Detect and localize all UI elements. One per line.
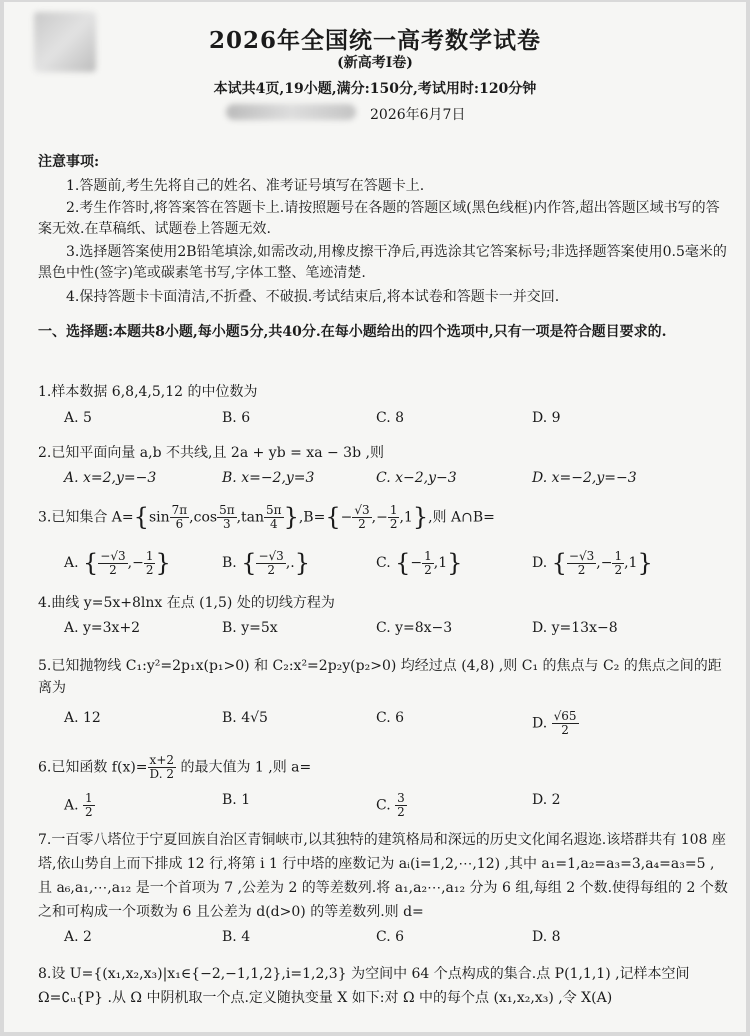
q6-frac <box>148 754 176 781</box>
question-4-stem: 4.曲线 y=5x+8lnx 在点 (1,5) 处的切线方程为 <box>38 595 335 611</box>
q6-c-frac <box>395 792 407 819</box>
question-7-options <box>64 929 724 951</box>
q2-option-a: A. x=2,y=−3 <box>64 470 157 486</box>
q5-option-a: A. 12 <box>64 710 101 726</box>
brace-open: { <box>83 549 99 577</box>
q3-c-minus: − <box>410 555 423 571</box>
question-8-stem: 8.设 U={(x₁,x₂,x₃)|x₁∈{−2,−1,1,2},i=1,2,3} 为空间中 64 个点构成的集合.点 P(1,1,1) ,记样本空间 Ω=∁ᵤ{P} .从 Ω 中阴机取一个点.定义随执变量 X 如下:对 Ω 中的每个点 (x₁,x₂,x₃) ,令 X(A) <box>38 966 690 1006</box>
q3-option-c <box>376 549 462 577</box>
question-5-options <box>64 704 724 740</box>
q3-d-den-1: 2 <box>577 562 586 577</box>
q3-suffix: ,则 A∩B= <box>428 509 495 526</box>
q3-d-label: D. <box>532 555 548 571</box>
q1-option-d: D. 9 <box>532 410 561 426</box>
q6-a-den: 2 <box>85 805 93 819</box>
question-4-options <box>64 620 724 642</box>
q3-bo-num-1: −√3 <box>258 548 284 563</box>
q6-option-d: D. 2 <box>532 792 561 808</box>
q3-d-sep: ,− <box>596 555 613 571</box>
q5-d-num: √65 <box>553 709 577 723</box>
q3-a-den-1: 2 <box>109 562 117 577</box>
q2-option-d: D. x=−2,y=−3 <box>532 470 637 486</box>
section-heading: 一、选择题:本题共8小题,每小题5分,共40分.在每小题给出的四个选项中,只有一项是符合题目要求的. <box>38 324 667 340</box>
notice-item-3: 3.选择题答案使用2B铅笔填涂,如需改动,用橡皮擦干净后,再选涂其它答案标号;非选择题答案使用0.5毫米的黑色中性(签字)笔或碳素笔书写,字体工整、笔迹清楚. <box>38 244 727 281</box>
exam-title: 2026年全国统一高考数学试卷 <box>208 27 541 54</box>
q6-den: D. 2 <box>149 767 175 781</box>
q3-frac-2-num: 5π <box>219 503 235 517</box>
q5-d-den: 2 <box>561 723 569 737</box>
q6-a-label: A. <box>64 797 79 814</box>
q6-option-a <box>64 792 95 819</box>
exam-date: 2026年6月7日 <box>370 107 466 123</box>
notice-item-4: 4.保持答题卡卡面清洁,不折叠、不破损.考试结束后,将本试卷和答题卡一并交回. <box>66 289 560 305</box>
q3-option-b <box>222 549 310 577</box>
q3-bo-tail: ,. <box>285 555 295 571</box>
q1-option-b: B. 6 <box>222 410 251 426</box>
q3-frac-1-den: 6 <box>175 517 184 531</box>
q2-option-c: C. x−2,y−3 <box>376 470 457 486</box>
q6-c-num: 3 <box>397 791 405 805</box>
q5-option-b: B. 4√5 <box>222 710 268 726</box>
q7-option-d: D. 8 <box>532 929 561 945</box>
q3-bo-frac-1 <box>256 550 285 577</box>
brace-close: } <box>412 503 429 531</box>
q3-a-sep: ,− <box>127 555 144 571</box>
q3-a-num-1: −√3 <box>100 548 126 563</box>
q1-option-a: A. 5 <box>64 410 92 426</box>
q3-d-den-2: 2 <box>614 562 623 577</box>
question-2-stem: 2.已知平面向量 a,b 不共线,且 2a + yb = xa − 3b ,则 <box>38 445 384 461</box>
q3-frac-1-num: 7π <box>171 503 188 517</box>
brace-close: } <box>447 549 463 577</box>
q3-b-frac-2-num: 1 <box>389 503 398 517</box>
q3-set-b: ,B= <box>298 509 326 526</box>
q4-option-b: B. y=5x <box>222 620 278 636</box>
brace-open: { <box>395 549 411 577</box>
question-1-options <box>64 410 724 432</box>
q5-option-d <box>532 710 579 737</box>
q3-a-num-2: 1 <box>145 548 154 563</box>
q3-b-frac-1-num: √3 <box>354 503 370 517</box>
q3-c-num-1: 1 <box>424 548 432 563</box>
q3-c-frac-1 <box>422 550 434 577</box>
q3-tan: ,tan <box>236 509 265 526</box>
q5-d-label: D. <box>532 715 548 732</box>
exam-meta: 本试共4页,19小题,满分:150分,考试用时:120分钟 <box>213 81 537 97</box>
brace-close: } <box>637 549 653 577</box>
q6-prefix: 6.已知函数 f(x)= <box>38 759 148 776</box>
q6-c-label: C. <box>376 797 391 814</box>
brace-close: } <box>283 503 299 531</box>
q3-frac-3-den: 4 <box>269 517 278 531</box>
q6-option-b: B. 1 <box>222 792 251 808</box>
q3-prefix: 3.已知集合 A= <box>38 509 134 526</box>
q5-d-frac <box>552 710 579 737</box>
q6-suffix: 的最大值为 1 ,则 a= <box>180 759 312 776</box>
q3-b-sep: ,− <box>371 509 388 526</box>
brace-open: { <box>551 549 567 577</box>
q4-option-d: D. y=13x−8 <box>532 620 618 636</box>
q3-option-d <box>532 549 653 577</box>
q6-a-num: 1 <box>85 791 93 805</box>
q3-b-frac-2 <box>388 504 400 531</box>
q3-frac-2 <box>217 504 237 531</box>
brace-open: { <box>133 503 149 531</box>
q3-d-tail: ,1 <box>624 555 638 571</box>
notice-item-2: 2.考生作答时,将答案答在答题卡上.请按照题号在各题的答题区域(黑色线框)内作答,超出答题区域书写的答案无效.在草稿纸、试题卷上答题无效. <box>38 200 720 237</box>
q3-b-minus: − <box>340 509 353 526</box>
q6-num: x+2 <box>149 753 175 767</box>
q6-a-frac <box>83 792 95 819</box>
question-2-options <box>64 470 724 492</box>
brace-close: } <box>294 549 311 577</box>
notice-item-1: 1.答题前,考生先将自己的姓名、准考证号填写在答题卡上. <box>66 178 425 194</box>
brace-open: { <box>241 549 257 577</box>
q3-a-frac-1 <box>98 550 127 577</box>
q3-a-frac-2 <box>144 550 156 577</box>
q3-b-frac-2-den: 2 <box>389 517 398 531</box>
question-1-stem: 1.样本数据 6,8,4,5,12 的中位数为 <box>38 384 258 400</box>
q3-c-tail: ,1 <box>433 555 448 571</box>
blurred-author <box>226 104 356 120</box>
q3-c-den-1: 2 <box>424 562 432 577</box>
question-7-stem: 7.一百零八塔位于宁夏回族自治区青铜峡市,以其独特的建筑格局和深远的历史文化闻名遐迩.该塔群共有 108 座塔,依山势自上而下排成 12 行,将第 i 1 行中塔的座数记为 aᵢ(i=1,2,⋯,12) ,其中 a₁=1,a₂=a₃=3,a₄=a₃=5 ,且 a₆,a₁,⋯,a₁₂ 是一个首项为 7 ,公差为 2 的等差数列.将 a₁,a₂⋯,a₁₂ 分为 6 组,每组 2 个数.使得每组的 2 个数之和可构成一个项数为 6 且公差为 d(d>0) 的等差数列.则 d= <box>38 832 728 920</box>
q3-c-label: C. <box>376 555 391 571</box>
q3-b-frac-1-den: 2 <box>358 517 366 531</box>
q3-d-num-2: 1 <box>614 548 623 563</box>
q3-b-label: B. <box>222 555 237 571</box>
q3-frac-2-den: 3 <box>223 517 231 531</box>
question-3-options <box>64 543 724 579</box>
q3-d-num-1: −√3 <box>568 548 595 563</box>
question-3-stem <box>38 504 728 538</box>
exam-paper <box>4 2 746 1032</box>
q3-frac-3 <box>264 504 284 531</box>
q6-c-den: 2 <box>397 805 405 819</box>
brace-open: { <box>325 503 341 531</box>
q2-option-b: B. x=−2,y=3 <box>222 470 315 486</box>
q6-option-c <box>376 792 407 819</box>
question-6-options <box>64 786 724 822</box>
q3-frac-1 <box>170 504 190 531</box>
q7-option-b: B. 4 <box>222 929 251 945</box>
q4-option-c: C. y=8x−3 <box>376 620 453 636</box>
q3-a-den-2: 2 <box>145 562 154 577</box>
question-6-stem <box>38 754 728 784</box>
q3-frac-3-num: 5π <box>266 503 282 517</box>
exam-subtitle: (新高考Ⅰ卷) <box>337 55 413 71</box>
q3-cos: ,cos <box>189 509 218 526</box>
brace-close: } <box>155 549 171 577</box>
q3-b-tail: ,1 <box>399 509 413 526</box>
q3-d-frac-2 <box>612 550 624 577</box>
q3-d-frac-1 <box>567 550 596 577</box>
q7-option-c: C. 6 <box>376 929 405 945</box>
q3-b-frac-1 <box>352 504 371 531</box>
q3-bo-den-1: 2 <box>267 562 275 577</box>
q3-a-label: A. <box>64 555 79 571</box>
q7-option-a: A. 2 <box>64 929 92 945</box>
q1-option-c: C. 8 <box>376 410 405 426</box>
notice-heading: 注意事项: <box>38 154 100 170</box>
q4-option-a: A. y=3x+2 <box>64 620 141 636</box>
q5-option-c: C. 6 <box>376 710 405 726</box>
q3-sin: sin <box>148 509 170 526</box>
question-5-stem: 5.已知抛物线 C₁:y²=2p₁x(p₁>0) 和 C₂:x²=2p₂y(p₂>0) 均经过点 (4,8) ,则 C₁ 的焦点与 C₂ 的焦点之间的距离为 <box>38 658 722 696</box>
q3-option-a <box>64 549 171 577</box>
